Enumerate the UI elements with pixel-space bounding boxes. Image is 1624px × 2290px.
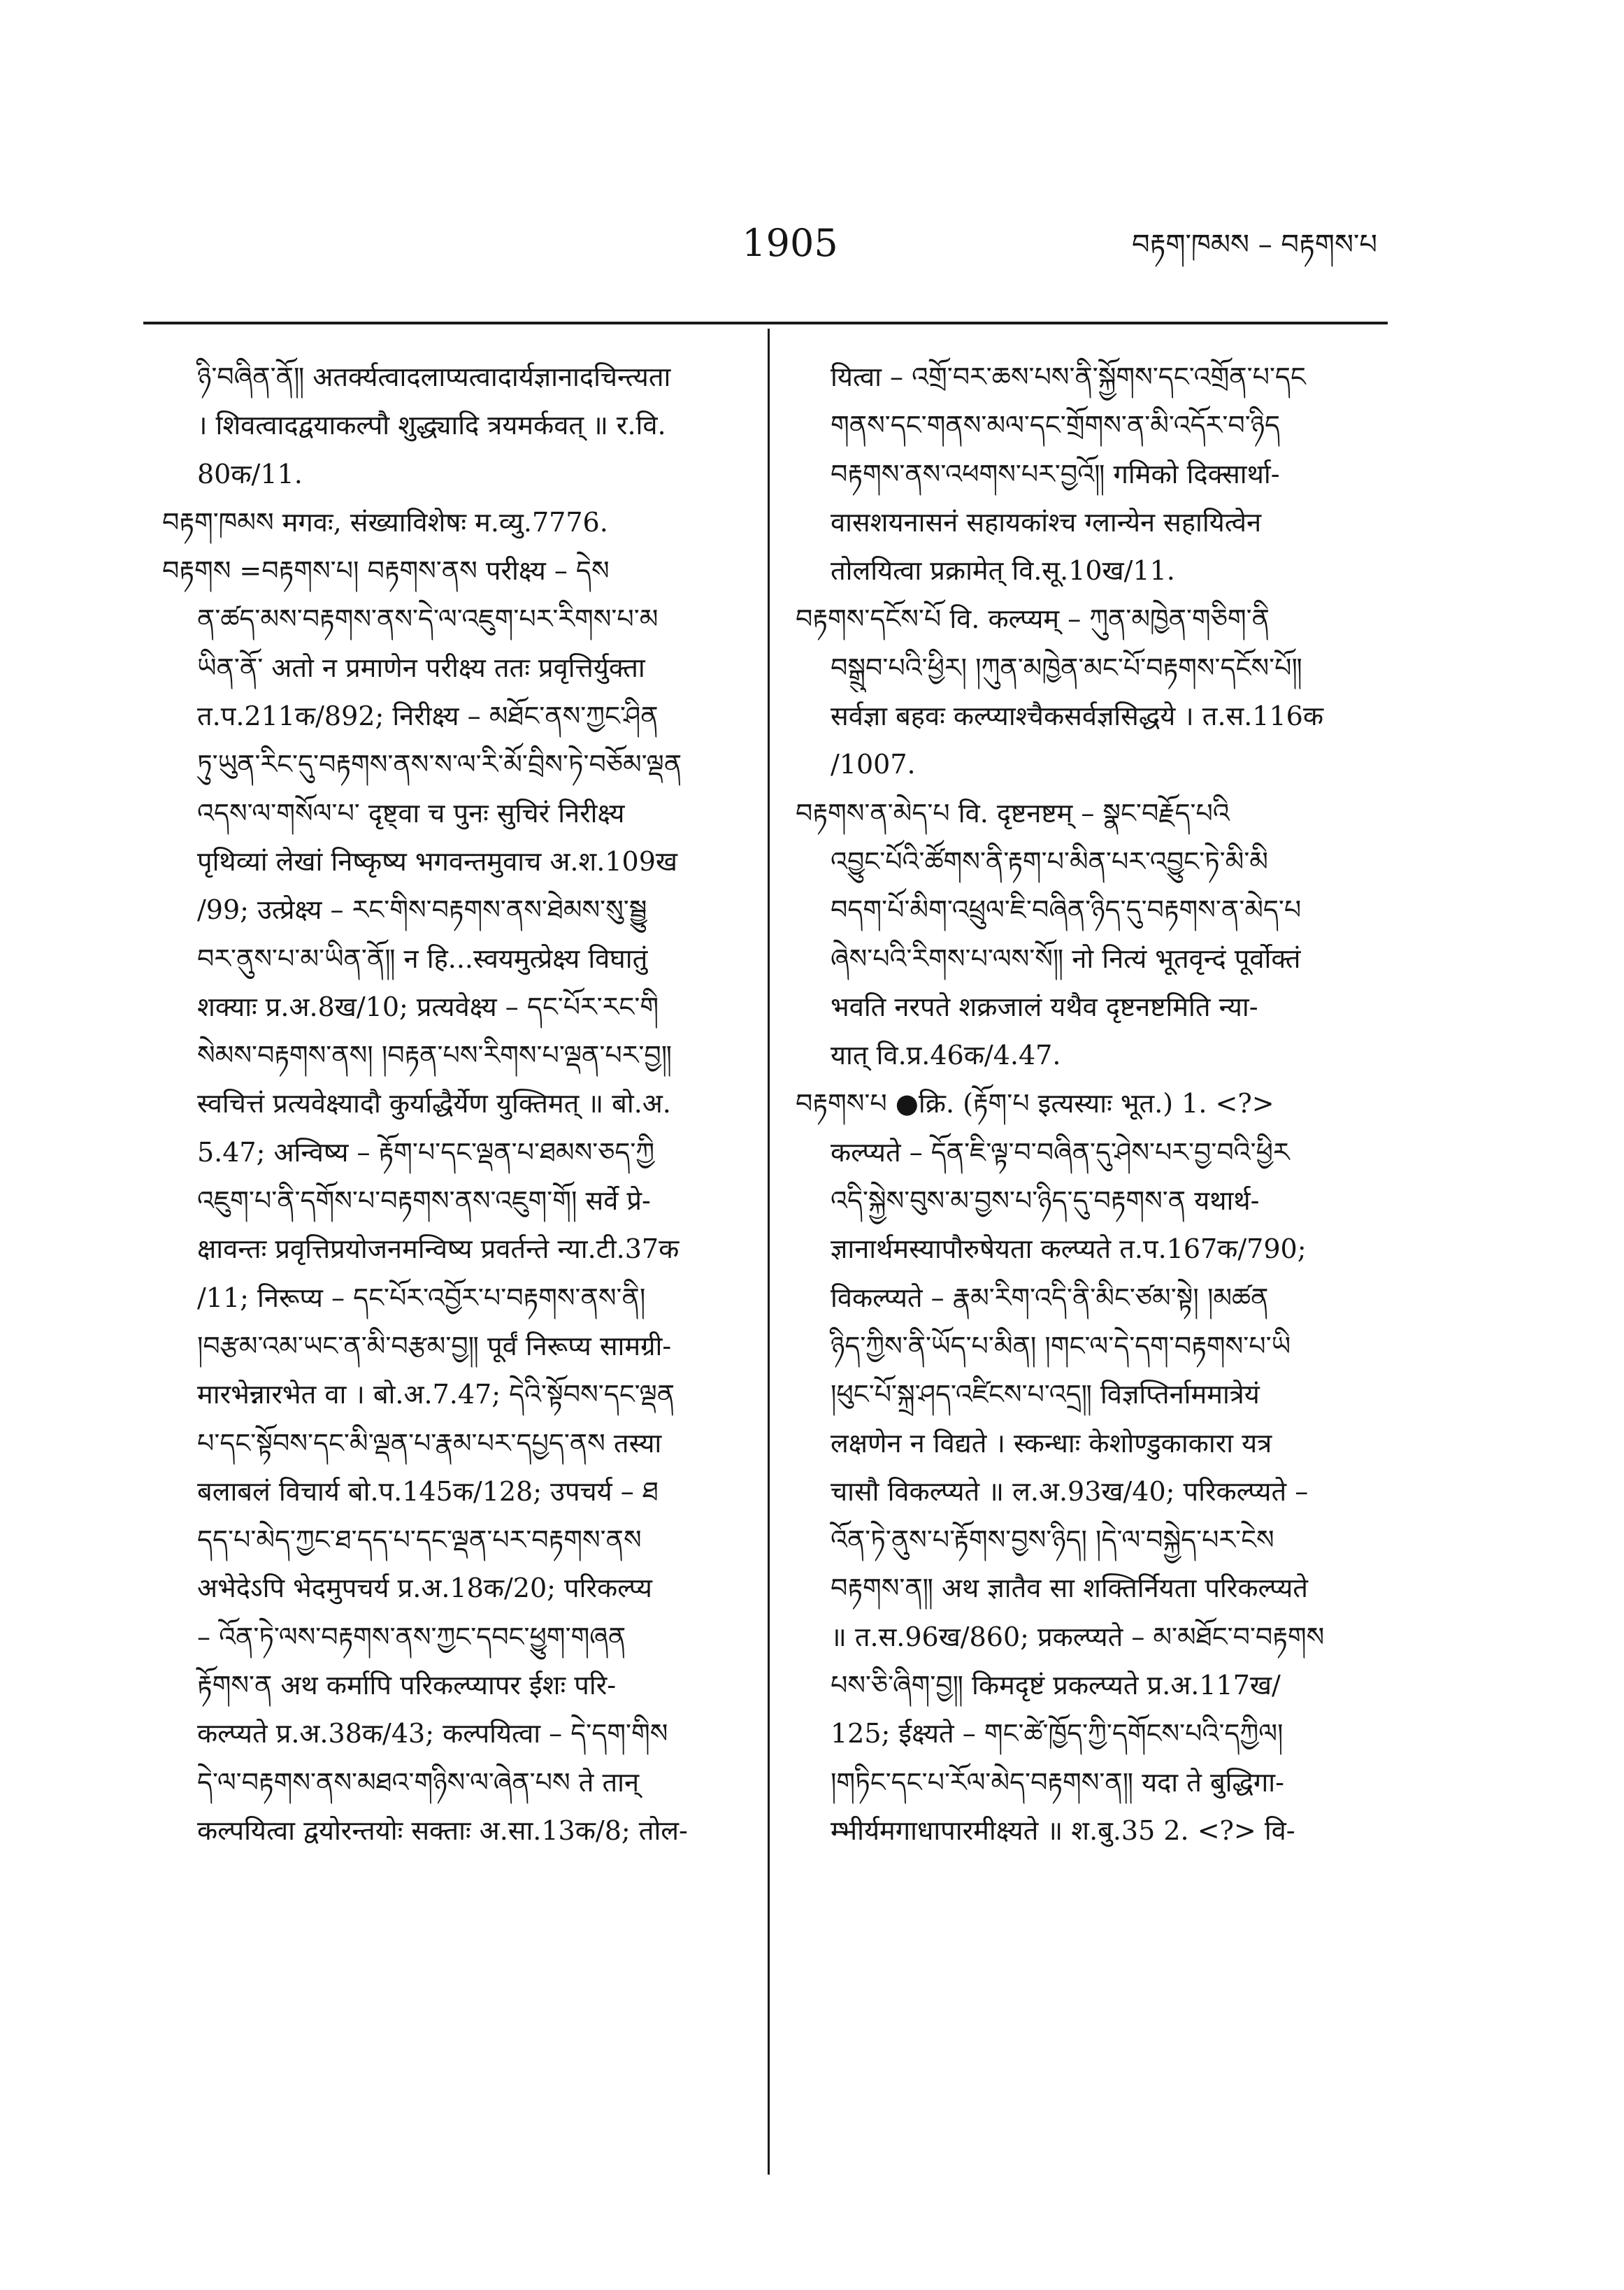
entry-text-line: བརྟགས་ནས་འཕགས་པར་བྱའོ༎ गमिको दिक्सार्था- <box>831 458 1280 489</box>
dictionary-entry <box>162 547 744 1855</box>
entry-text-line: 80क/11. <box>197 458 303 489</box>
entry-text-line: । शिवत्वादद्वयाकल्पौ शुद्ध्यादि त्रयमर्कवत् ॥ र.वि. <box>197 410 666 441</box>
dictionary-entry <box>162 353 744 499</box>
entry-text-line: རྟོགས་ན अथ कर्मापि परिकल्प्यापर ईशः परि- <box>197 1670 617 1701</box>
entry-text-line: मारभेन्नारभेत वा । बो.अ.7.47; དེའི་སྟོབས་དང་ལྡན <box>197 1379 675 1410</box>
entry-headword-line: བརྟག་ཁམས मगवः, संख्याविशेषः म.व्यु.7776. <box>162 506 608 538</box>
entry-text-line: यात् वि.प्र.46क/4.47. <box>831 1040 1061 1071</box>
entry-text-line: ཡིན་ནོ་ अतो न प्रमाणेन परीक्ष्य ततः प्रवृत्तिर्युक्ता <box>197 652 645 683</box>
entry-text-line: བདག་པོ་མིག་འཕྲུལ་ཇི་བཞིན་ཉིད་དུ་བརྟགས་ན་མེད་པ <box>831 894 1302 926</box>
dictionary-entry <box>796 353 1377 595</box>
entry-text-line: པས་ཅི་ཞིག་བྱ༎ किमदृष्टं प्रकल्प्यते प्र.अ.117ख/ <box>831 1670 1281 1701</box>
entry-text-line: वासशयनासनं सहायकांश्च ग्लान्येन सहायित्वेन <box>831 506 1262 538</box>
entry-text-line: कल्प्यते प्र.अ.38क/43; कल्पयित्वा – དེ་དག་གིས <box>197 1718 668 1749</box>
entry-text-line: །ཕུང་པོ་སྐྲ་ཤད་འཛིངས་པ་འདྲ༎ विज्ञप्तिर्नाममात्रेयं <box>831 1379 1260 1410</box>
entry-text-line: འཇུག་པ་ནི་དགོས་པ་བརྟགས་ནས་འཇུག་གོ། सर्वे प्रे- <box>197 1185 651 1217</box>
dictionary-entry <box>162 499 744 547</box>
entry-text-line: བར་ནུས་པ་མ་ཡིན་ནོ༎ न हि...स्वयमुत्प्रेक्ष्य विघातुं <box>197 943 648 974</box>
entry-headword-line: བརྟགས་པ ●क्रि. (རྟོག་པ इत्यस्याः भूत.) 1. <?> <box>796 1088 1274 1119</box>
dictionary-entry <box>796 595 1377 789</box>
right-column <box>796 353 1377 1855</box>
entry-text-line: ཉི་བཞིན་ནོ༎ अतर्क्यत्वादलाप्यत्वादार्यज्ञानादचिन्त्यता <box>197 362 671 392</box>
column-divider <box>768 329 770 2175</box>
entry-text-line: པ་དང་སྟོབས་དང་མི་ལྡན་པ་རྣམ་པར་དཔྱད་ནས तस्या <box>197 1427 662 1459</box>
entry-headword-line: བརྟགས =བརྟགས་པ། བརྟགས་ནས परीक्ष्य – དེས <box>162 555 610 587</box>
entry-text-line: དེ་ལ་བརྟགས་ནས་མཐའ་གཉིས་ལ་ཞེན་པས ते तान् <box>197 1766 640 1798</box>
entry-text-line: सर्वज्ञा बहवः कल्प्याश्चैकसर्वज्ञसिद्धये । त.स.116क <box>831 701 1324 732</box>
entry-text-line: གནས་དང་གནས་མལ་དང་གྲོགས་ན་མི་འདོར་བ་ཉིད <box>831 410 1280 441</box>
entry-text-line: །གཏིང་དང་པ་རོལ་མེད་བརྟགས་ན༎ यदा ते बुद्धिगा- <box>831 1766 1284 1798</box>
entry-text-line: शक्याः प्र.अ.8ख/10; प्रत्यवेक्ष्य – དང་པོར་རང་གི <box>197 991 659 1022</box>
entry-text-line: ན་ཚད་མས་བརྟགས་ནས་དེ་ལ་འཇུག་པར་རིགས་པ་མ <box>197 603 659 635</box>
entry-text-line: /99; उत्प्रेक्ष्य – རང་གིས་བརྟགས་ནས་ཐེམས་སུ་སྦྱུ <box>197 894 647 926</box>
entry-text-line: ཞེས་པའི་རིགས་པ་ལས་སོ༎ नो नित्यं भूतवृन्दं पूर्वोक्तं <box>831 943 1301 974</box>
entry-text-line: विकल्प्यते – རྣམ་རིག་འདི་ནི་མིང་ཙམ་སྟེ། །མཚན <box>831 1282 1269 1313</box>
entry-text-line: ॥ त.स.96ख/860; प्रकल्प्यते – མ་མཐོང་བ་བརྟགས <box>831 1621 1325 1652</box>
entry-text-line: लक्षणेन न विद्यते । स्कन्धाः केशोण्डुकाकारा यत्र <box>831 1427 1272 1459</box>
entry-text-line: སེམས་བརྟགས་ནས། །བརྟན་པས་རིགས་པ་ལྡན་པར་བྱ༎ <box>197 1040 673 1071</box>
entry-text-line: म्भीर्यमगाधापारमीक्ष्यते ॥ श.बु.35 2. <?> वि- <box>831 1815 1295 1846</box>
running-head: བརྟག་ཁམས – བརྟགས་པ <box>1132 229 1377 261</box>
left-column <box>162 353 744 1855</box>
entry-text-line: तोलयित्वा प्रक्रामेत् वि.सू.10ख/11. <box>831 555 1175 587</box>
entry-text-line: བསྒྲུབ་པའི་ཕྱིར། །ཀུན་མཁྱེན་མང་པོ་བརྟགས་དངོས་པོ༎ <box>831 652 1302 683</box>
entry-text-line: कल्प्यते – དོན་ཇི་ལྟ་བ་བཞིན་དུ་ཤེས་པར་བྱ་བའི་ཕྱིར <box>831 1136 1290 1168</box>
entry-text-line: ཏུ་ཡུན་རིང་དུ་བརྟགས་ནས་ས་ལ་རི་མོ་བྲིས་ཏེ་བཅོམ་ལྡན <box>197 749 682 780</box>
entry-headword-line: བརྟགས་ན་མེད་པ वि. दृष्टनष्टम् – སྣང་བརྗོད་པའི <box>796 797 1230 829</box>
dictionary-entry <box>796 789 1377 1080</box>
entry-text-line: འདས་ལ་གསོལ་པ་ दृष्ट्वा च पुनः सुचिरं निरीक्ष्य <box>197 797 625 829</box>
entry-text-line: अभेदेऽपि भेदमुपचर्य प्र.अ.18क/20; परिकल्प्य <box>197 1573 652 1604</box>
entry-text-line: स्वचित्तं प्रत्यवेक्ष्यादौ कुर्याद्धैर्येण युक्तिमत् ॥ बो.अ. <box>197 1088 671 1119</box>
dictionary-entry <box>796 1080 1377 1855</box>
entry-headword-line: བརྟགས་དངོས་པོ वि. कल्प्यम् – ཀུན་མཁྱེན་གཅིག་ནི <box>796 603 1270 635</box>
entry-text-line: །བརྩམ་འམ་ཡང་ན་མི་བརྩམ་བྱ༎ पूर्वं निरूप्य सामग्री- <box>197 1330 672 1361</box>
entry-text-line: बलाबलं विचार्य बो.प.145क/128; उपचर्य – ཐ <box>197 1475 659 1507</box>
entry-text-line: འོན་ཏེ་ནུས་པ་རྟོགས་བྱས་ཉིད། །དེ་ལ་བསྐྱེད་པར་ངེས <box>831 1524 1274 1556</box>
entry-text-line: ཉིད་ཀྱིས་ནི་ཡོད་པ་མིན། །གང་ལ་དེ་དག་བརྟགས་པ་ཡི <box>831 1330 1291 1361</box>
entry-text-line: 5.47; अन्विष्य – རྟོག་པ་དང་ལྡན་པ་ཐམས་ཅད་ཀྱི <box>197 1136 655 1168</box>
entry-text-line: 125; ईक्ष्यते – གང་ཚེ་ཁྱོད་ཀྱི་དགོངས་པའི་དཀྱིལ། <box>831 1718 1284 1749</box>
entry-text-line: क्षावन्तः प्रवृत्तिप्रयोजनमन्विष्य प्रवर्तन्ते न्या.टी.37क <box>197 1233 680 1265</box>
entry-text-line: चासौ विकल्प्यते ॥ ल.अ.93ख/40; परिकल्प्यते – <box>831 1475 1309 1507</box>
entry-text-line: भवति नरपते शक्रजालं यथैव दृष्टनष्टमिति न्या- <box>831 991 1258 1022</box>
entry-text-line: यित्वा – འགྲོ་བར་ཆས་པས་ནི་སྐྱོགས་དང་འགྲོན་པ་དང <box>831 362 1306 392</box>
entry-text-line: कल्पयित्वा द्वयोरन्तयोः सक्ताः अ.सा.13क/8; तोल- <box>197 1815 688 1846</box>
entry-text-line: དད་པ་མེད་ཀྱང་ཐ་དད་པ་དང་ལྡན་པར་བརྟགས་ནས <box>197 1524 642 1556</box>
entry-text-line: འབྱུང་པོའི་ཚོགས་ནི་རྟག་པ་མིན་པར་འབྱུང་ཏེ་མི་མི <box>831 845 1268 877</box>
entry-text-line: पृथिव्यां लेखां निष्कृष्य भगवन्तमुवाच अ.श.109ख <box>197 845 677 877</box>
page-number: 1905 <box>742 221 838 265</box>
entry-text-line: त.प.211क/892; निरीक्ष्य – མཐོང་ནས་ཀྱང་ཤིན <box>197 701 659 732</box>
entry-text-line: ज्ञानार्थमस्यापौरुषेयता कल्प्यते त.प.167क/790; <box>831 1233 1307 1265</box>
entry-text-line: འདི་སྐྱེས་བུས་མ་བྱས་པ་ཉིད་དུ་བརྟགས་ན यथार्थ- <box>831 1185 1260 1217</box>
entry-text-line: /1007. <box>831 749 916 780</box>
entry-text-line: བརྟགས་ན༎ अथ ज्ञातैव सा शक्तिर्नियता परिकल्प्यते <box>831 1573 1308 1604</box>
entry-text-line: – འོན་ཏེ་ལས་བརྟགས་ནས་ཀྱང་དབང་ཕྱུག་གཞན <box>197 1621 626 1652</box>
header-rule <box>143 322 1388 324</box>
entry-text-line: /11; निरूप्य – དང་པོར་འབྱོར་པ་བརྟགས་ནས་ནི། <box>197 1282 646 1313</box>
